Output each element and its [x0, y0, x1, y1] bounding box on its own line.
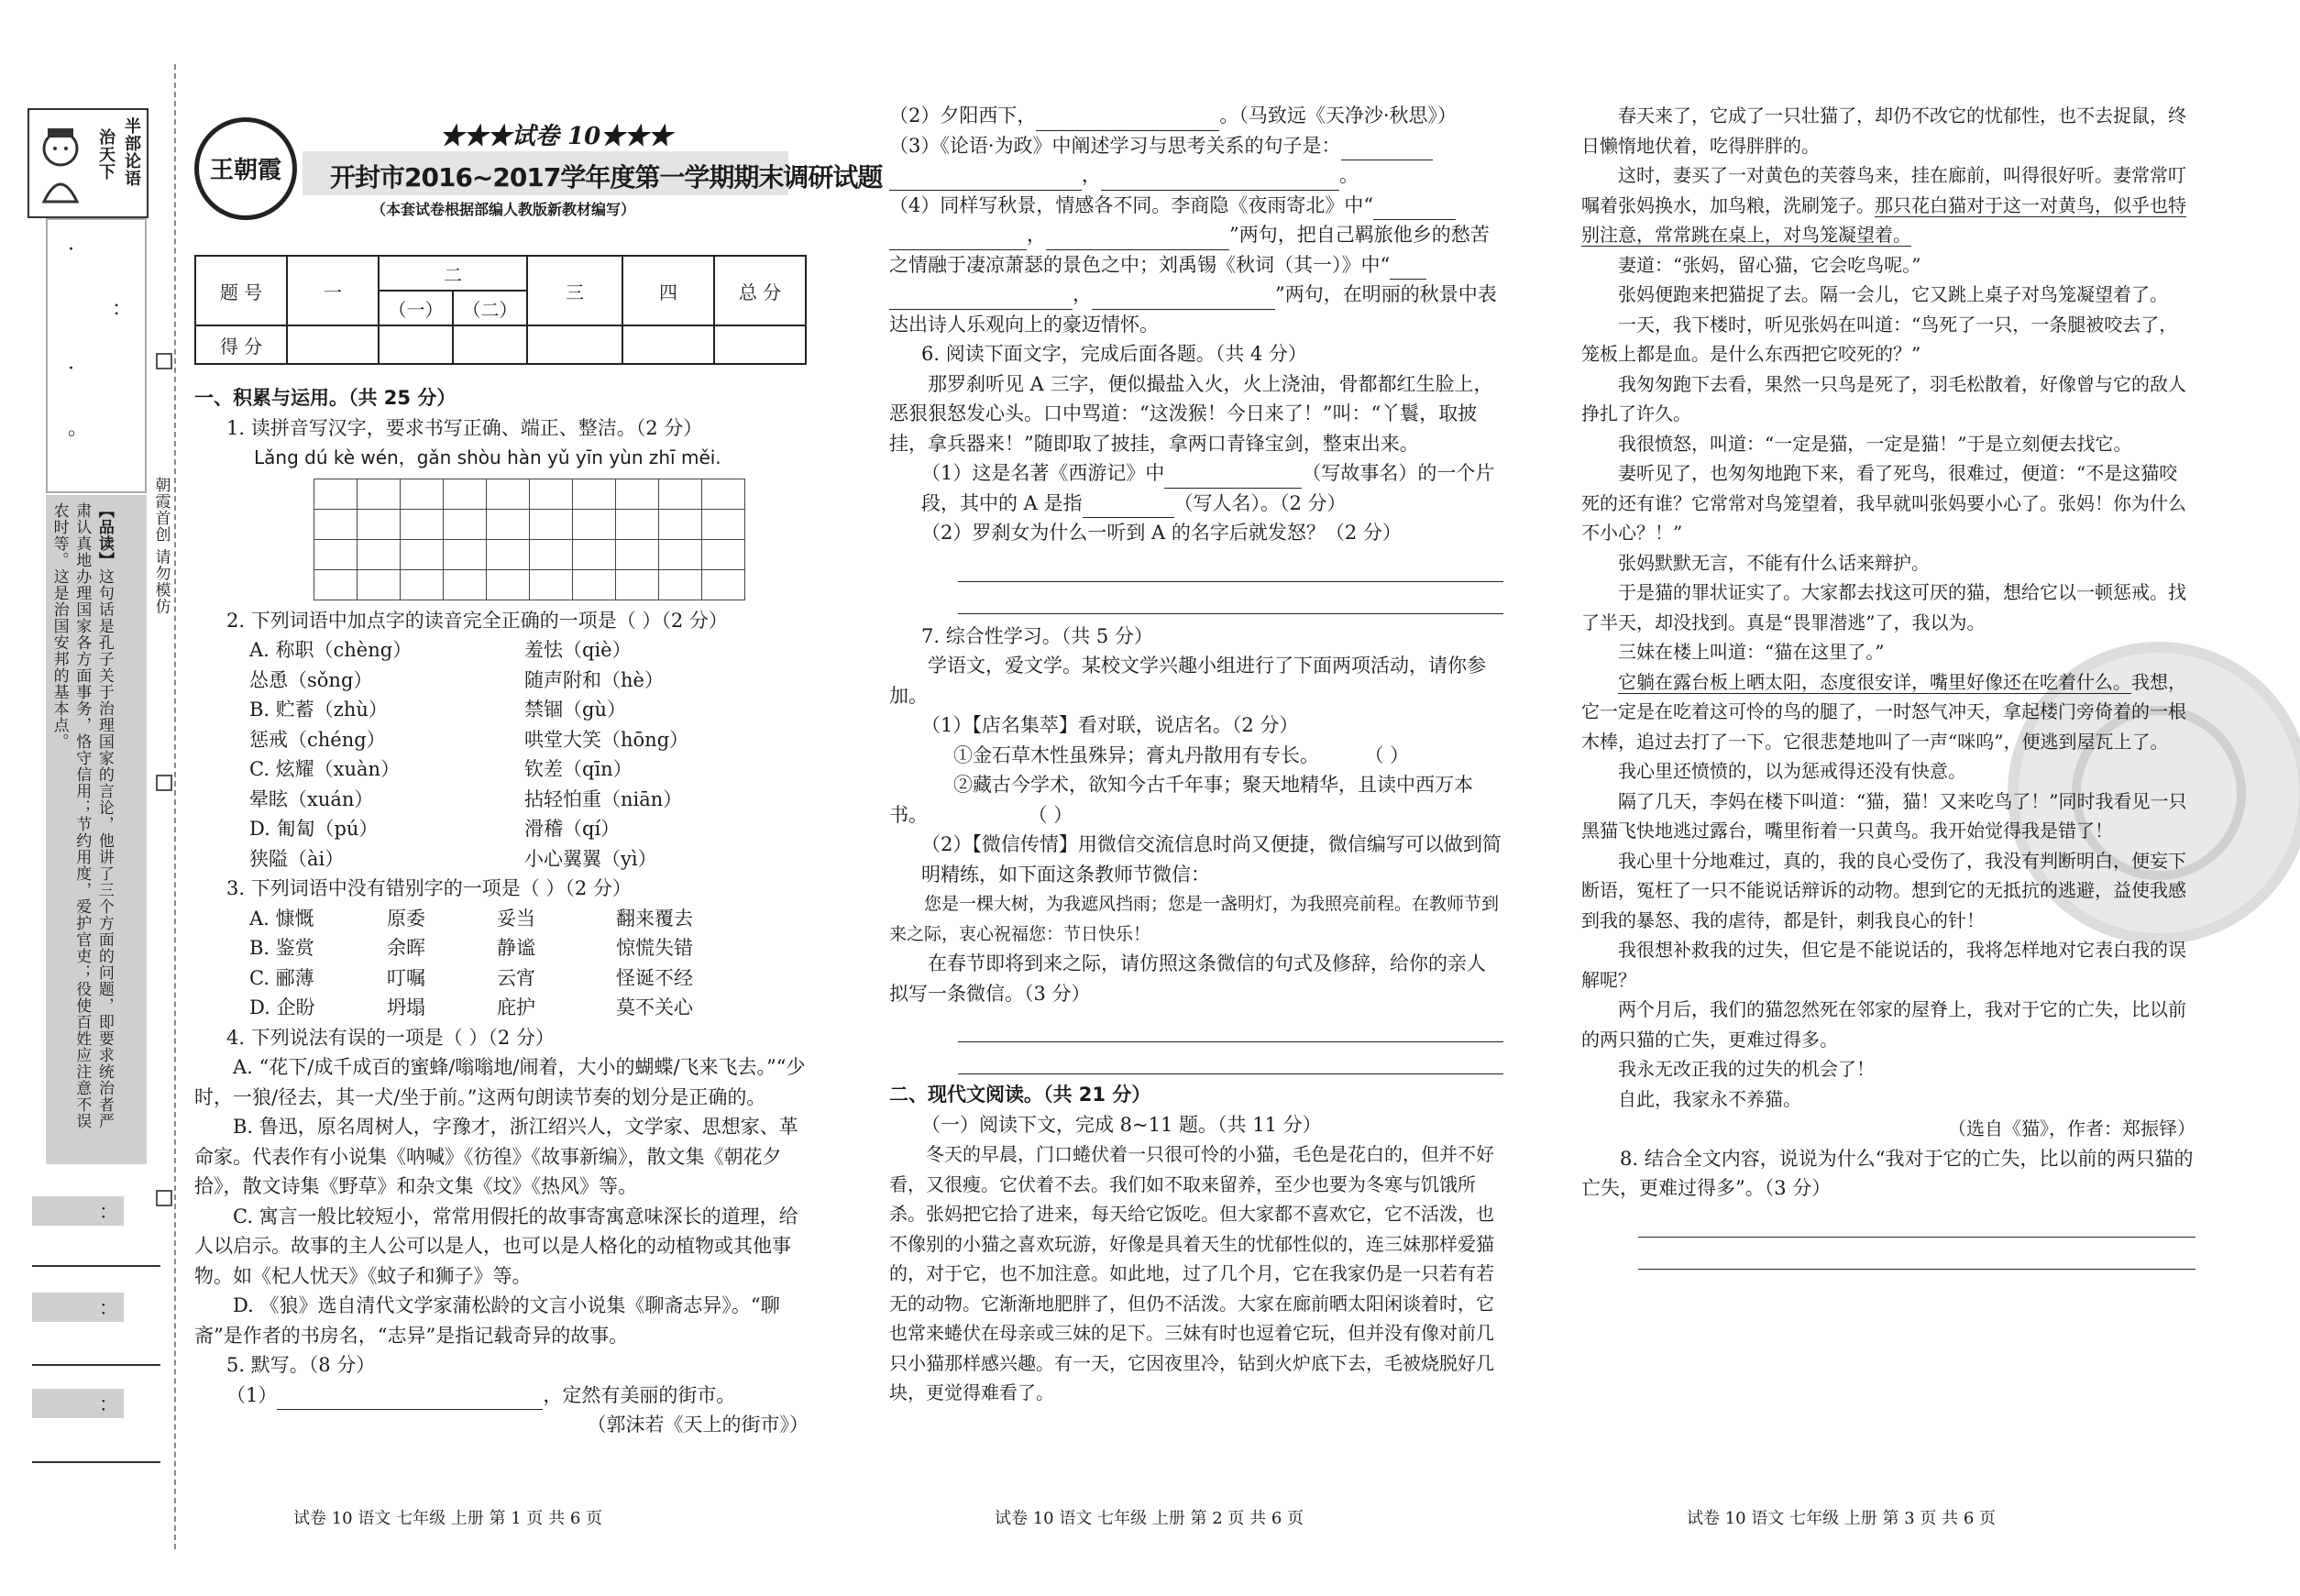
- exam-subtitle: （本套试卷根据部编人教版新教材编写）: [371, 201, 636, 218]
- score-header-3: 三: [527, 256, 622, 325]
- pin-reading-body: 这句话是孔子关于治理国家的言论，他讲了三个方面的问题，即要求统治者严肃认真地办理国家各方面事务，恪守信用；节约用度，爱护官吏；役使百姓应注意不误农时等。这是治国安邦的基本点。: [50, 502, 114, 1129]
- score-header-total: 总 分: [714, 256, 806, 325]
- section-1-title: 一、积累与运用。（共 25 分）: [194, 387, 457, 409]
- q6-1-text-c: （写人名）。（2 分）: [1173, 491, 1347, 514]
- q7: 7. 综合性学习。（共 5 分）: [921, 624, 1153, 647]
- story-paragraph-1: 冬天的早晨，门口蜷伏着一只很可怜的小猫，毛色是花白的，但并不好看，又很瘦。它伏着不去。我们如不取来留养，至少也要为冬寒与饥饿所杀。张妈把它拾了进来，每天给它饭吃。但大家都不喜欢它，它不活泼，也不像别的小猫之喜欢玩游，好像是具着天生的忧郁性似的，连三妹那样爱猫的，对于它，也不加注意。如此地，过了几个月，它在我家仍是一只若有若无的动物。它渐渐地肥胖了，但仍不活泼。大家在廊前晒太阳闲谈着时，它也常来蜷伏在母亲或三妹的足下。三妹有时也逗着它玩，但并没有像对前几只小猫那样感兴趣。有一天，它因夜里冷，钻到火炉底下去，毛被烧脱好几块，更觉得难看了。: [889, 1143, 1494, 1403]
- name-field-colon: ：: [99, 1297, 118, 1319]
- story-p18: 我永无改正我的过失的机会了！: [1618, 1058, 1875, 1080]
- story-p11: 三妹在楼上叫道：“猫在这里了。”: [1618, 641, 1885, 663]
- q4-option-a: A. “花下/成千成百的蜜蜂/嗡嗡地/闹着，大小的蝴蝶/飞来飞去。”“少时，一狼/径去，其一犬/坐于前。”这两句朗读节奏的划分是正确的。: [194, 1056, 806, 1108]
- q2-opt: 晕眩（xuán）: [249, 787, 374, 810]
- q3-opt: C. 郦薄: [249, 966, 314, 989]
- page-footer-3: 试卷 10 语文 七年级 上册 第 3 页 共 6 页: [1687, 1509, 1997, 1528]
- q5-4-blank-a[interactable]: [1373, 199, 1456, 220]
- q8-answer-line[interactable]: [1638, 1243, 2195, 1270]
- q5-3-end: 。: [1339, 164, 1359, 186]
- q4: 4. 下列说法有误的一项是（ ）（2 分）: [226, 1026, 555, 1049]
- page-footer-1: 试卷 10 语文 七年级 上册 第 1 页 共 6 页: [293, 1509, 603, 1528]
- q5-line-4b: [889, 220, 1503, 280]
- q5-3-blank-b[interactable]: [889, 170, 1082, 191]
- brand-logo-text: 王朝霞: [209, 157, 281, 184]
- q3-row: [249, 933, 809, 963]
- story-p9: 张妈默默无言，不能有什么话来辩护。: [1618, 551, 1930, 574]
- q2-row: [249, 814, 809, 844]
- q2-opt: C. 炫耀（xuàn）: [249, 758, 401, 780]
- story-p1: 春天来了，它成了一只壮猫了，却仍不改它的忧郁性，也不去捉鼠，终日懒惰地伏着，吃得胖胖的。: [1581, 105, 2186, 157]
- number-line: [32, 1461, 160, 1463]
- score-cell[interactable]: [379, 325, 453, 364]
- q4-option-c: C. 寓言一般比较短小，常常用假托的故事寄寓意味深长的道理，给人以启示。故事的主人公可以是人，也可以是人格化的动植物或其他事物。如《杞人忧天》《蚊子和狮子》等。: [194, 1205, 798, 1287]
- q6-1: [889, 458, 1503, 518]
- q2-row: [249, 754, 809, 785]
- score-cell[interactable]: [453, 325, 527, 364]
- q5-4-text-b: ”两句，把自己羁旅他乡的愁苦之情融于凄凉萧瑟的景色之中；刘禹锡《秋词（其一）》中“: [889, 224, 1490, 276]
- q3-opt: A. 慷慨: [249, 907, 314, 930]
- q7-2: （2）【微信传情】用微信交流信息时尚又便捷，微信编写可以做到简明精练，如下面这条教师节微信：: [921, 833, 1502, 886]
- q3-opt: B. 鉴赏: [249, 937, 314, 959]
- pin-reading-title: 【品读】: [94, 502, 114, 568]
- story-p7: 我很愤怒，叫道：“一定是猫，一定是猫！”于是立刻便去找它。: [1618, 432, 2132, 455]
- q5-line-3b: [889, 160, 1503, 191]
- q7-1b-text: ②藏古今学术，欲知今古千年事；聚天地精华，且读中西万本书。: [889, 774, 1473, 826]
- q5-1-label: （1）: [226, 1383, 278, 1406]
- q7-2-answer-line[interactable]: [958, 1016, 1503, 1042]
- q5-line-4c: [889, 280, 1503, 339]
- score-sub-1: （一）: [379, 291, 453, 325]
- q7-1b-paren[interactable]: （ ）: [1038, 803, 1073, 826]
- q5-4-blank-f[interactable]: [1092, 289, 1275, 310]
- story-p16: 我很想补救我的过失，但它是不能说话的，我将怎样地对它表白我的误解呢？: [1581, 939, 2186, 991]
- info-dot-4: 。: [68, 417, 89, 440]
- cut-line: [174, 64, 176, 1549]
- column-1: [194, 383, 809, 1440]
- q2-row: [249, 725, 809, 755]
- name-line: [32, 1364, 160, 1366]
- q3-opt: 翻来覆去: [616, 907, 693, 930]
- story-p12: [1581, 667, 2195, 757]
- score-cell[interactable]: [287, 325, 379, 364]
- q5-line-3: [889, 131, 1503, 161]
- motto-line-2: 治天下: [96, 128, 116, 181]
- q5-line-4: [889, 191, 1503, 221]
- story-p12-underlined: 它躺在露台板上晒太阳，态度很安详，嘴里好像还在吃着什么。: [1618, 670, 2131, 693]
- q5-2-label: （2）夕阳西下，: [889, 105, 1037, 127]
- q2-row: [249, 666, 809, 696]
- q4-option-d: D. 《狼》选自清代文学家蒲松龄的文言小说集《聊斋志异》。“聊斋”是作者的书房名，“志异”是指记载奇异的故事。: [194, 1294, 780, 1347]
- q2-opt: 拈轻怕重（niān）: [524, 787, 683, 810]
- score-header-2: 二: [379, 256, 527, 291]
- q6-2-answer-line[interactable]: [958, 588, 1503, 614]
- q5-line-2: [889, 101, 1503, 131]
- q2-opt: 钦差（qīn）: [524, 758, 633, 780]
- q5-4-blank-b[interactable]: [889, 229, 1027, 250]
- q2-row: [249, 844, 809, 875]
- section-2-part-1: （一）阅读下文，完成 8~11 题。（共 11 分）: [921, 1113, 1322, 1136]
- q5-4-blank-e[interactable]: [889, 289, 1073, 310]
- q2-opt: 小心翼翼（yì）: [524, 847, 657, 870]
- score-row-label: 得 分: [195, 325, 287, 364]
- q5-3-comma: ，: [1082, 164, 1101, 186]
- story-p5: 一天，我下楼时，听见张妈在叫道：“鸟死了一只，一条腿被咬去了，笼板上都是血。是什么东西把它咬死的？”: [1581, 313, 2178, 365]
- q5: 5. 默写。（8 分）: [226, 1354, 376, 1376]
- column-2: [889, 101, 1503, 1408]
- q2-row: [249, 635, 809, 666]
- q2-opt: A. 称职（chèng）: [249, 639, 413, 661]
- q5-1-text: ，定然有美丽的街市。: [543, 1383, 736, 1406]
- paper-number: ★★★试卷 10★★★: [440, 123, 673, 150]
- story-p2: [1581, 160, 2195, 250]
- info-box: [46, 218, 147, 493]
- q7-2-task: 在春节即将到来之际，请仿照这条微信的句式及修辞，给你的亲人拟写一条微信。（3 分）: [889, 952, 1486, 1005]
- q6: 6. 阅读下面文字，完成后面各题。（共 4 分）: [921, 343, 1307, 365]
- motto-line-1: 半部论语: [122, 117, 141, 187]
- q8-answer-line[interactable]: [1638, 1211, 2195, 1238]
- q2-opt: 滑稽（qí）: [524, 818, 621, 840]
- q3-opt: 莫不关心: [616, 996, 693, 1018]
- q3-row: [249, 993, 809, 1023]
- q5-3-text: （3）《论语·为政》中阐述学习与思考关系的句子是：: [889, 134, 1341, 157]
- story-p10: 于是猫的罪状证实了。大家都去找这可厌的猫，想给它以一顿惩戒。找了半天，却没找到。真是“畏罪潜逃”了，我以为。: [1581, 581, 2186, 633]
- q3-opt: 庇护: [497, 996, 535, 1018]
- punch-hole-3: [156, 1190, 172, 1206]
- q5-4-blank-d[interactable]: [1390, 259, 1426, 280]
- page-footer-2: 试卷 10 语文 七年级 上册 第 2 页 共 6 页: [995, 1509, 1304, 1528]
- column-3: [1581, 101, 2195, 1275]
- q2-opt: D. 匍匐（pú）: [249, 818, 379, 840]
- story-p6: 我匆匆跑下去看，果然一只鸟是死了，羽毛松散着，好像曾与它的敌人挣扎了许久。: [1581, 372, 2186, 424]
- q7-1a-text: ①金石草木性虽殊异；膏丸丹散用有专长。: [953, 743, 1319, 766]
- story-p14: 隔了几天，李妈在楼下叫道：“猫，猫！又来吃鸟了！”同时我看见一只黑猫飞快地逃过露台，嘴里衔着一只黄鸟。我开始觉得我是错了！: [1581, 789, 2187, 842]
- brand-vertical: 朝霞首创 请勿模仿: [151, 477, 171, 615]
- story-p15: 我心里十分地难过，真的，我的良心受伤了，我没有判断明白，便妄下断语，冤枉了一只不能说话辩诉的动物。想到它的无抵抗的逃避，益使我感到我的暴怒、我的虐待，都是针，刺我良心的针！: [1581, 849, 2186, 931]
- class-line: [32, 1265, 160, 1267]
- q2-opt: 怂恿（sǒng）: [249, 668, 373, 691]
- q3-opt: D. 企盼: [249, 996, 315, 1018]
- q3-row: [249, 963, 809, 994]
- q1-pinyin: Lǎng dú kè wén，gǎn shòu hàn yǔ yīn yùn zhī měi.: [254, 446, 721, 468]
- writing-grid[interactable]: [314, 479, 745, 600]
- q7-1-couplet-1: [889, 741, 1503, 771]
- scholar-illustration: [35, 121, 86, 204]
- q3-opt: 惊慌失错: [616, 937, 693, 959]
- q4-option-b: B. 鲁迅，原名周树人，字豫才，浙江绍兴人，文学家、思想家、革命家。代表作有小说集《呐喊》《彷徨》《故事新编》，散文集《朝花夕拾》，散文诗集《野草》和杂文集《坟》《热风》等。: [194, 1116, 798, 1197]
- q2-row: [249, 785, 809, 815]
- q2-options: [194, 635, 809, 874]
- q6-2: （2）罗刹女为什么一听到 A 的名字后就发怒？（2 分）: [921, 522, 1402, 544]
- info-dot-2: ：: [112, 298, 133, 321]
- info-dot-1: ·: [68, 238, 74, 261]
- q3-opt: 静谧: [497, 937, 535, 959]
- q2-opt: B. 贮蓄（zhù）: [249, 699, 388, 721]
- q7-1-couplet-2: [889, 770, 1503, 830]
- score-header-4: 四: [622, 256, 714, 325]
- motto-box: [28, 108, 149, 218]
- q6-1-text-b: （写故事名）的一个片段，其中的 A 是指: [921, 462, 1495, 514]
- score-sub-2: （二）: [453, 291, 527, 325]
- pin-reading-text: [48, 502, 116, 1144]
- q5-3-blank-c[interactable]: [1101, 170, 1339, 191]
- q7-1a-paren[interactable]: （ ）: [1374, 743, 1410, 766]
- number-field-colon: ：: [99, 1393, 118, 1415]
- q6-2-answer-line[interactable]: [958, 556, 1503, 582]
- exam-title: 开封市2016~2017学年度第一学期期末调研试题: [330, 162, 883, 193]
- q2-opt: 惩戒（chéng）: [249, 728, 386, 751]
- q2-opt: 狭隘（ài）: [249, 847, 345, 870]
- q7-2-sample: 您是一棵大树，为我遮风挡雨；您是一盏明灯，为我照亮前程。在教师节到来之际，衷心祝福您：节日快乐！: [889, 894, 1500, 944]
- q3-opt: 妥当: [497, 907, 535, 930]
- q5-4-text-c: ”两句，在明丽的秋景中表达出诗人乐观向上的豪迈情怀。: [889, 283, 1497, 336]
- q3-opt: 云宵: [497, 966, 535, 989]
- brand-logo: [194, 117, 297, 220]
- q5-4-comma: ，: [1027, 224, 1046, 246]
- score-cell[interactable]: [527, 325, 622, 364]
- class-field-colon: ：: [99, 1201, 118, 1223]
- q6-passage: 那罗刹听见 A 三字，便似撮盐入火，火上浇油，骨都都红生脸上，恶狠狠怒发心头。口中骂道：“这泼猴！今日来了！”叫：“丫鬟，取披挂，拿兵器来！”随即取了披挂，拿两口青锋宝剑，整束出来。: [889, 372, 1493, 455]
- story-p4: 张妈便跑来把猫捉了去。隔一会儿，它又跳上桌子对鸟笼凝望着了。: [1618, 283, 2168, 305]
- q5-4-comma-2: ，: [1073, 283, 1092, 305]
- story-p2-a: 这时，妻买了一对黄色的芙蓉鸟来，挂在廊前，叫得很好听。妻常常叮嘱着张妈换水，加鸟粮，洗刷笼子。: [1581, 164, 2186, 216]
- q5-4-blank-c[interactable]: [1046, 229, 1229, 250]
- q3-opt: 原委: [387, 907, 425, 930]
- q5-2-source: 。（马致远《天净沙·秋思》）: [1219, 105, 1458, 127]
- story-p19: 自此，我家永不养猫。: [1618, 1087, 1801, 1110]
- q3-opt: 叮嘱: [387, 966, 425, 989]
- score-table: [194, 255, 807, 365]
- q1: 1. 读拼音写汉字，要求书写正确、端正、整洁。（2 分）: [226, 416, 703, 439]
- q6-1-text-a: （1）这是名著《西游记》中: [921, 462, 1165, 484]
- q2-row: [249, 695, 809, 725]
- q6-1-blank-a[interactable]: [1164, 468, 1302, 489]
- score-cell[interactable]: [622, 325, 714, 364]
- punch-hole-1: [156, 353, 172, 369]
- q6-1-blank-b[interactable]: [1083, 497, 1174, 518]
- story-p8: 妻听见了，也匆匆地跑下来，看了死鸟，很难过，便道：“不是这猫咬死的还有谁？它常常对鸟笼望着，我早就叫张妈要小心了。张妈！你为什么不小心？！”: [1581, 462, 2186, 544]
- story-p12-b: 我想，它一定是在吃着这可怜的鸟的腿了，一时怒气冲天，拿起楼门旁倚着的一根木棒，追过去打了一下。它很悲楚地叫了一声“咪呜”，便逃到屋瓦上了。: [1581, 670, 2186, 753]
- q7-intro: 学语文，爱文学。某校文学兴趣小组进行了下面两项活动，请你参加。: [889, 655, 1486, 707]
- story-source: （选自《猫》，作者：郑振铎）: [1948, 1117, 2195, 1139]
- q5-2-blank[interactable]: [1036, 110, 1219, 131]
- q3-options: [194, 904, 809, 1023]
- q7-1: （1）【店名集萃】看对联，说店名。（2 分）: [921, 714, 1299, 736]
- info-dot-3: ·: [68, 358, 74, 380]
- q5-3-blank-a[interactable]: [1341, 139, 1433, 160]
- q5-1-blank[interactable]: [277, 1389, 543, 1410]
- q8: 8. 结合全文内容，说说为什么“我对于它的亡失，比以前的两只猫的亡失，更难过得多”。（3 分）: [1581, 1147, 2194, 1199]
- story-p17: 两个月后，我们的猫忽然死在邻家的屋脊上，我对于它的亡失，比以前的两只猫的亡失，更难过得多。: [1581, 998, 2186, 1051]
- section-2-title: 二、现代文阅读。（共 21 分）: [889, 1084, 1151, 1106]
- q5-1-source: （郭沫若《天上的街市》）: [587, 1414, 809, 1436]
- story-p13: 我心里还愤愤的，以为惩戒得还没有快意。: [1618, 760, 1966, 782]
- q5-line-1: [194, 1381, 809, 1411]
- story-p3: 妻道：“张妈，留心猫，它会吃鸟呢。”: [1618, 253, 1921, 276]
- q3-opt: 怪诞不经: [616, 966, 693, 989]
- q3-opt: 余晖: [387, 937, 425, 959]
- q7-2-answer-line[interactable]: [958, 1048, 1503, 1074]
- story-p2-underlined: 那只花白猫对于这一对黄鸟，似乎也特别注意，常常跳在桌上，对鸟笼凝望着。: [1581, 193, 2186, 246]
- q5-4-text: （4）同样写秋景，情感各不同。李商隐《夜雨寄北》中“: [889, 193, 1374, 216]
- score-cell[interactable]: [714, 325, 806, 364]
- punch-hole-2: [156, 775, 172, 791]
- q3-opt: 坍塌: [387, 996, 425, 1018]
- q2-opt: 禁锢（gù）: [524, 699, 626, 721]
- q2-opt: 羞怯（qiè）: [524, 639, 632, 661]
- q2: 2. 下列词语中加点字的读音完全正确的一项是（ ）（2 分）: [226, 609, 728, 632]
- q2-opt: 哄堂大笑（hōng）: [524, 728, 689, 751]
- q3: 3. 下列词语中没有错别字的一项是（ ）（2 分）: [226, 877, 632, 899]
- score-header-1: 一: [287, 256, 379, 325]
- q3-row: [249, 904, 809, 934]
- score-header-label: 题 号: [195, 256, 287, 325]
- q2-opt: 随声附和（hè）: [524, 668, 664, 691]
